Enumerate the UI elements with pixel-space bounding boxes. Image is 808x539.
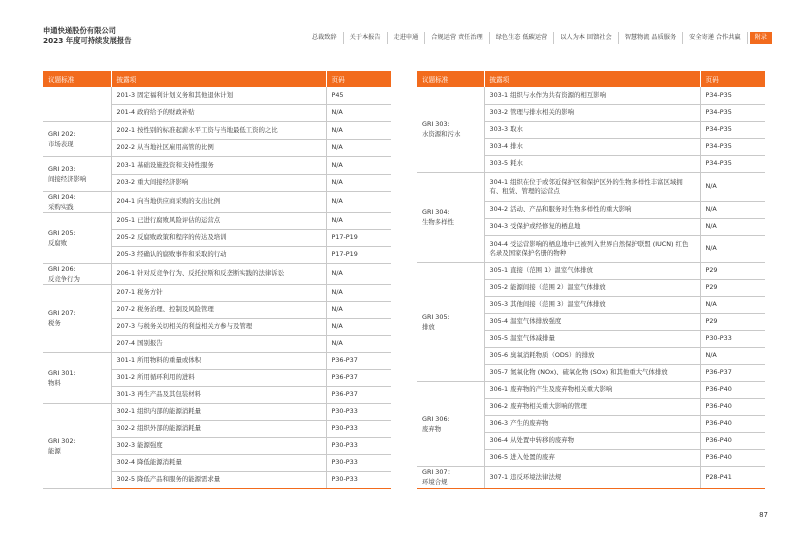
disclosure-cell: 306-5 进入处置的废弃	[484, 449, 700, 466]
disclosure-cell: 207-2 税务治理、控制及风险管理	[111, 301, 326, 318]
page-cell: P29	[700, 279, 765, 296]
disclosure-cell: 302-3 能源强度	[111, 437, 326, 454]
company-info	[43, 26, 132, 46]
table-row	[43, 403, 391, 420]
page-cell: N/A	[326, 174, 391, 191]
report-title: 2023 年度可持续发展报告	[43, 36, 132, 45]
topic-line: GRI 202:	[48, 129, 76, 138]
page-cell: P30-P33	[326, 420, 391, 437]
page-cell: P36-P37	[326, 369, 391, 386]
disclosure-cell: 303-2 管理与排水相关的影响	[484, 104, 700, 121]
disclosure-cell: 207-3 与税务关切相关的利益相关方参与及管理	[111, 318, 326, 335]
topic-line: GRI 303:	[422, 120, 450, 129]
disclosure-cell: 305-1 直接（范围 1）温室气体排放	[484, 262, 700, 279]
disclosure-cell: 205-3 经确认的腐败事件和采取的行动	[111, 246, 326, 263]
disclosure-cell: 303-5 耗水	[484, 155, 700, 172]
table-row	[417, 381, 765, 398]
topic-cell	[43, 352, 111, 403]
disclosure-cell: 306-2 废弃物相关重大影响的管理	[484, 398, 700, 415]
table-row	[43, 156, 391, 174]
disclosure-cell: 301-2 所用循环利用的进料	[111, 369, 326, 386]
topic-line: GRI 207:	[48, 309, 76, 317]
disclosure-cell: 206-1 针对反竞争行为、反托拉斯和反垄断实践的法律诉讼	[111, 263, 326, 284]
topic-line: 排放	[422, 322, 435, 331]
disclosure-cell: 301-1 所用物料的重量或体积	[111, 352, 326, 369]
topic-line: GRI 306:	[422, 414, 450, 423]
topic-cell	[43, 284, 111, 352]
header-page: 页码	[326, 71, 391, 87]
page-cell: N/A	[326, 284, 391, 301]
disclosure-cell: 203-1 基础设施投资和支持性服务	[111, 156, 326, 174]
disclosure-cell: 302-1 组织内部的能源消耗量	[111, 403, 326, 420]
header-page: 页码	[700, 71, 765, 87]
topic-line: 采购实践	[48, 202, 74, 211]
topic-cell	[43, 263, 111, 284]
header-disclosure: 披露项	[111, 71, 326, 87]
table-row	[43, 121, 391, 139]
disclosure-cell: 303-4 排水	[484, 138, 700, 155]
page-cell: N/A	[700, 201, 765, 218]
gri-index-table-left	[43, 71, 391, 489]
page-cell: P34-P35	[700, 104, 765, 121]
topic-cell	[43, 191, 111, 212]
page-cell: P36-P40	[700, 381, 765, 398]
table-row	[43, 212, 391, 229]
nav-item[interactable]: 智慧物流 品质服务	[619, 32, 683, 44]
disclosure-cell: 303-3 取水	[484, 121, 700, 138]
nav-item[interactable]: 安全寄递 合作共赢	[683, 32, 747, 44]
topic-line: 反竞争行为	[48, 274, 80, 283]
page-cell: N/A	[700, 218, 765, 235]
disclosure-cell: 205-1 已进行腐败风险评估的运营点	[111, 212, 326, 229]
page-cell: N/A	[700, 172, 765, 201]
topic-line: GRI 307：	[422, 468, 454, 476]
topic-line: 间接经济影响	[48, 174, 87, 183]
topic-cell	[417, 381, 484, 466]
table-row	[417, 87, 765, 104]
page-cell: P17-P19	[326, 246, 391, 263]
page-cell: P34-P35	[700, 155, 765, 172]
page-cell: P28-P41	[700, 466, 765, 488]
topic-cell	[43, 87, 111, 121]
disclosure-cell: 302-4 降低能源消耗量	[111, 454, 326, 471]
page-cell: P30-P33	[326, 471, 391, 488]
table-row	[43, 87, 391, 104]
page-header	[0, 0, 808, 56]
page-cell: P36-P40	[700, 415, 765, 432]
disclosure-cell: 304-1 组织在位于或邻近保护区和保护区外的生物多样性丰富区域拥有、租赁、管理的运营点	[484, 172, 700, 201]
page-cell: P36-P37	[326, 386, 391, 403]
disclosure-cell: 306-1 废弃物的产生及废弃物相关重大影响	[484, 381, 700, 398]
page-cell: P29	[700, 313, 765, 330]
top-navigation	[200, 32, 772, 44]
topic-line: GRI 301:	[48, 368, 76, 377]
page-cell: P30-P33	[326, 454, 391, 471]
topic-line: 环境合规	[422, 478, 448, 486]
table-row	[417, 172, 765, 201]
disclosure-cell: 305-2 能源间接（范围 2）温室气体排放	[484, 279, 700, 296]
topic-line: GRI 304:	[422, 208, 450, 216]
topic-cell	[43, 212, 111, 263]
page-cell: P30-P33	[326, 403, 391, 420]
topic-line: GRI 206:	[48, 264, 76, 273]
nav-item[interactable]: 绿色生态 低碳运营	[490, 32, 554, 44]
disclosure-cell: 304-3 受保护或经修复的栖息地	[484, 218, 700, 235]
topic-cell	[43, 403, 111, 488]
topic-cell	[417, 262, 484, 381]
table-header-row	[417, 71, 765, 87]
disclosure-cell: 201-4 政府给予的财政补贴	[111, 104, 326, 121]
disclosure-cell: 305-5 温室气体减排量	[484, 330, 700, 347]
page-cell: P17-P19	[326, 229, 391, 246]
company-name: 申通快递股份有限公司	[43, 26, 116, 35]
nav-item[interactable]: 总裁致辞	[306, 32, 344, 44]
disclosure-cell: 304-4 受运营影响的栖息地中已被列入世界自然保护联盟 (IUCN) 红色名录及国家保护名册的物种	[484, 235, 700, 262]
topic-line: GRI 302:	[48, 436, 76, 445]
page-cell: P36-P40	[700, 432, 765, 449]
disclosure-cell: 305-6 臭氧消耗物质（ODS）的排放	[484, 347, 700, 364]
topic-line: 税务	[48, 319, 61, 327]
page-cell: P34-P35	[700, 87, 765, 104]
disclosure-cell: 304-2 活动、产品和服务对生物多样性的重大影响	[484, 201, 700, 218]
page-cell: P29	[700, 262, 765, 279]
disclosure-cell: 303-1 组织与水作为共有资源的相互影响	[484, 87, 700, 104]
topic-line: GRI 203:	[48, 164, 76, 173]
page-cell: N/A	[326, 335, 391, 352]
disclosure-cell: 306-4 从处置中转移的废弃物	[484, 432, 700, 449]
disclosure-cell: 301-3 再生产品及其包装材料	[111, 386, 326, 403]
header-topic: 议题标准	[43, 71, 111, 87]
disclosure-cell: 207-4 国别报告	[111, 335, 326, 352]
page-cell: P36-P40	[700, 449, 765, 466]
page-cell: N/A	[700, 235, 765, 262]
nav-item[interactable]: 以人为本 回馈社会	[554, 32, 618, 44]
page-cell: P34-P35	[700, 138, 765, 155]
page-cell: N/A	[326, 139, 391, 156]
disclosure-cell: 202-1 按性别的标准起薪水平工资与当地最低工资的之比	[111, 121, 326, 139]
disclosure-cell: 307-1 违反环境法律法规	[484, 466, 700, 488]
page-cell: P45	[326, 87, 391, 104]
table-header-row	[43, 71, 391, 87]
page-cell: N/A	[326, 104, 391, 121]
topic-line: 能源	[48, 446, 61, 455]
topic-cell	[417, 466, 484, 488]
disclosure-cell: 305-4 温室气体排放强度	[484, 313, 700, 330]
nav-item-active[interactable]: 附录	[750, 32, 772, 44]
table-row	[43, 284, 391, 301]
gri-index-table-right	[417, 71, 765, 489]
topic-cell	[417, 172, 484, 262]
disclosure-cell: 203-2 重大间接经济影响	[111, 174, 326, 191]
disclosure-cell: 201-3 固定福利计划义务和其他退休计划	[111, 87, 326, 104]
header-disclosure: 披露项	[484, 71, 700, 87]
page-cell: P36-P37	[700, 364, 765, 381]
topic-cell	[417, 87, 484, 172]
table-row	[43, 263, 391, 284]
nav-item[interactable]: 合规运营 责任治理	[425, 32, 489, 44]
page-cell: P30-P33	[326, 437, 391, 454]
page-cell: N/A	[326, 263, 391, 284]
page-cell: P30-P33	[700, 330, 765, 347]
topic-line: GRI 205:	[48, 228, 76, 237]
page-cell: P36-P40	[700, 398, 765, 415]
topic-cell	[43, 121, 111, 156]
topic-line: 反腐败	[48, 238, 68, 247]
topic-cell	[43, 156, 111, 191]
table-row	[417, 262, 765, 279]
page-cell: N/A	[700, 296, 765, 313]
table-row	[43, 191, 391, 212]
disclosure-cell: 302-2 组织外部的能源消耗量	[111, 420, 326, 437]
topic-line: GRI 305:	[422, 312, 450, 321]
topic-line: GRI 204:	[48, 192, 76, 201]
nav-item[interactable]: 关于本报告	[344, 32, 388, 44]
disclosure-cell: 305-3 其他间接（范围 3）温室气体排放	[484, 296, 700, 313]
page-cell: N/A	[326, 156, 391, 174]
page-cell: P36-P37	[326, 352, 391, 369]
topic-line: 物料	[48, 378, 61, 387]
page-cell: N/A	[326, 301, 391, 318]
table-row	[417, 466, 765, 488]
topic-line: 水资源和污水	[422, 130, 461, 139]
page-number: 87	[759, 511, 768, 519]
header-topic: 议题标准	[417, 71, 484, 87]
disclosure-cell: 305-7 氮氧化物 (NOx)、硫氧化物 (SOx) 和其他重大气体排放	[484, 364, 700, 381]
page-cell: N/A	[326, 191, 391, 212]
page-cell: N/A	[326, 212, 391, 229]
page-cell: N/A	[326, 121, 391, 139]
topic-line: 废弃物	[422, 424, 442, 433]
table-row	[43, 352, 391, 369]
page-cell: N/A	[326, 318, 391, 335]
disclosure-cell: 306-3 产生的废弃物	[484, 415, 700, 432]
disclosure-cell: 202-2 从当地社区雇用高管的比例	[111, 139, 326, 156]
disclosure-cell: 205-2 反腐败政策和程序的传达及培训	[111, 229, 326, 246]
disclosure-cell: 204-1 向当地供应商采购的支出比例	[111, 191, 326, 212]
nav-item[interactable]: 走进申通	[388, 32, 426, 44]
page-cell: N/A	[700, 347, 765, 364]
topic-line: 市场表现	[48, 139, 74, 148]
disclosure-cell: 302-5 降低产品和服务的能源需求量	[111, 471, 326, 488]
topic-line: 生物多样性	[422, 218, 454, 226]
page-cell: P34-P35	[700, 121, 765, 138]
disclosure-cell: 207-1 税务方针	[111, 284, 326, 301]
